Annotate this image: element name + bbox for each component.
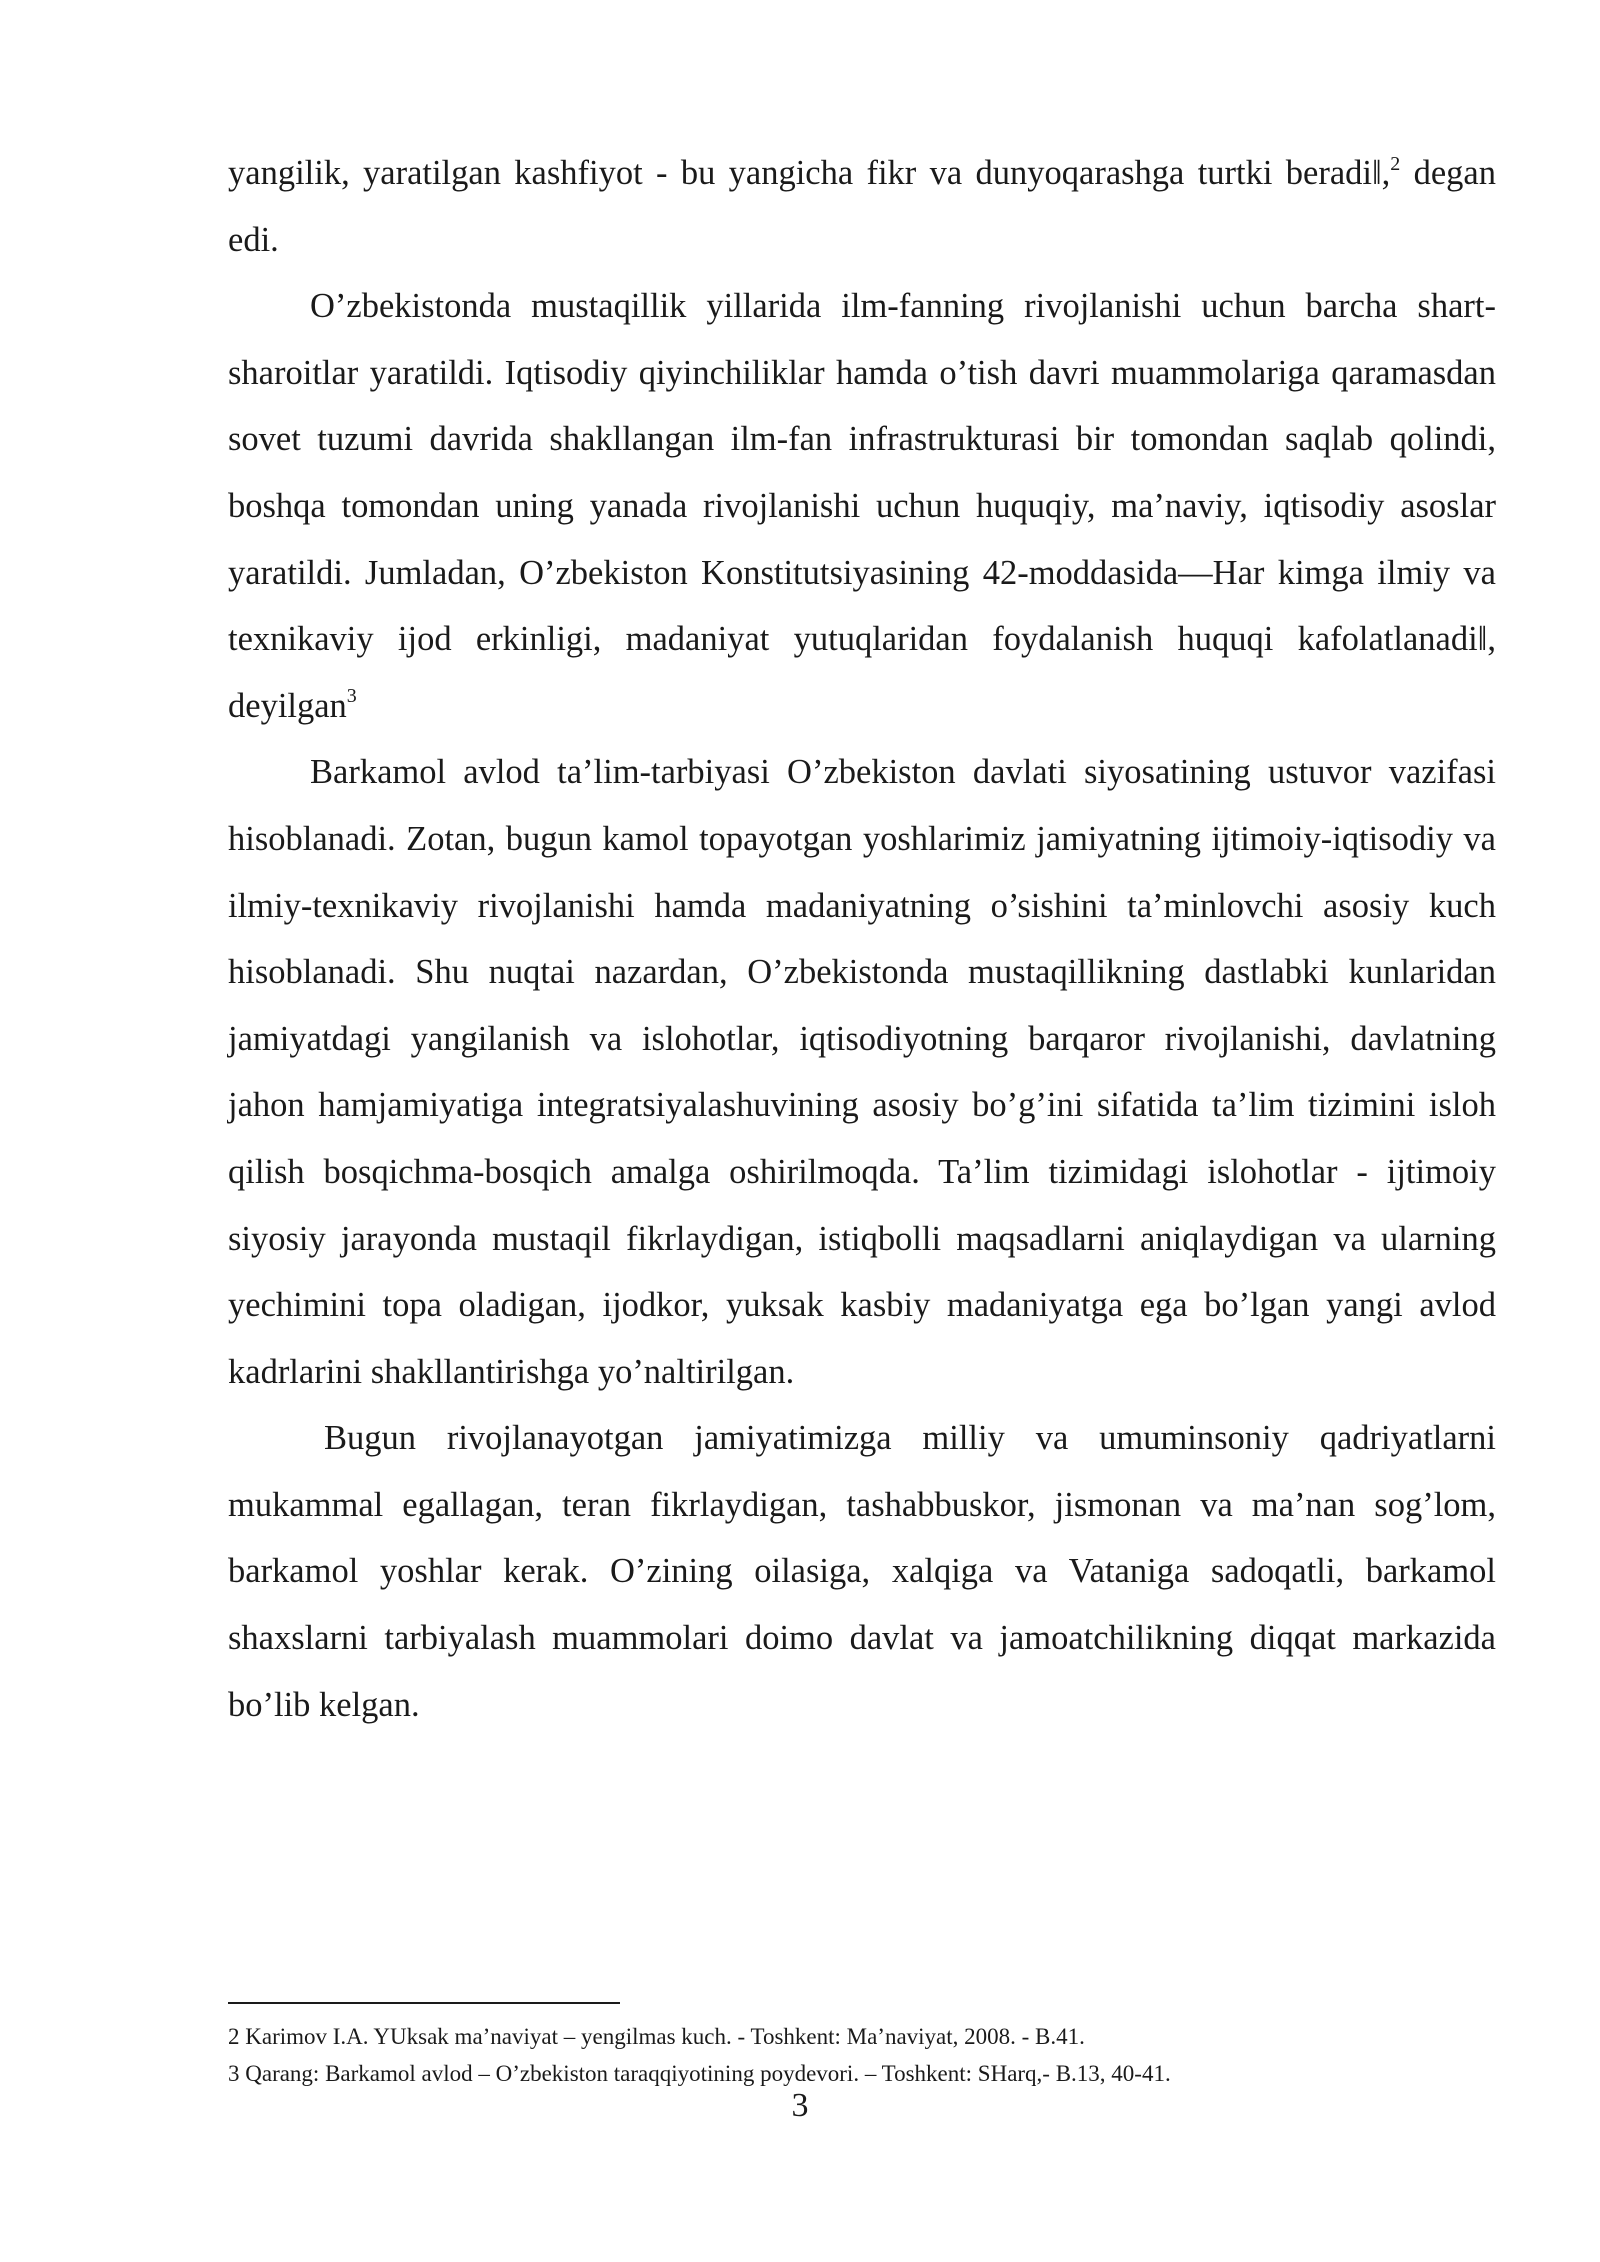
paragraph-4 [228,1405,1496,1738]
paragraph-4-text: Bugun rivojlanayotgan jamiyatimizga milliy va umuminsoniy qadriyatlarni mukammal egallagan, teran fikrlaydigan, tashabbuskor, jismonan va ma’nan sog’lom, barkamol yoshlar kerak. O’zining oilasiga, xalqiga va Vataniga sadoqatli, barkamol shaxslarni tarbiyalash muammolari doimo davlat va jamoatchilikning diqqat markazida bo’lib kelgan. [228,1419,1496,1724]
page-number: 3 [791,2087,809,2124]
footnote-ref-2[interactable]: 2 [1390,152,1401,175]
paragraph-3 [228,739,1496,1405]
paragraph-2-text: O’zbekistonda mustaqillik yillarida ilm-fanning rivojlanishi uchun barcha shart-sharoitlar yaratildi. Iqtisodiy qiyinchiliklar hamda o’tish davri muammolariga qaramasdan sovet tuzumi davrida shakllangan ilm-fan infrastrukturasi bir tomondan saqlab qolindi, boshqa tomondan uning yanada rivojlanishi uchun huquqiy, ma’naviy, iqtisodiy asoslar yaratildi. Jumladan, O’zbekiston Konstitutsiyasining 42-moddasida―Har kimga ilmiy va texnikaviy ijod erkinligi, madaniyat yutuqlaridan foydalanish huquqi kafolatlanadi‖, deyilgan [228,287,1496,725]
paragraph-1-text: yangilik, yaratilgan kashfiyot - bu yangicha fikr va dunyoqarashga turtki beradi‖, [228,154,1391,192]
footnote-2: 2 Karimov I.A. YUksak ma’naviyat – yengilmas kuch. - Toshkent: Ma’naviyat, 2008. - B.41. [228,2024,1085,2049]
paragraph-1-continuation: degan edi. [228,154,1496,259]
footnote-ref-3[interactable]: 3 [346,685,357,708]
body-text [228,140,1496,1738]
footnote-separator [228,2002,620,2004]
paragraph-2 [228,273,1496,739]
paragraph-3-text: Barkamol avlod ta’lim-tarbiyasi O’zbekiston davlati siyosatining ustuvor vazifasi hisoblanadi. Zotan, bugun kamol topayotgan yoshlarimiz jamiyatning ijtimoiy-iqtisodiy va ilmiy-texnikaviy rivojlanishi hamda madaniyatning o’sishini ta’minlovchi asosiy kuch hisoblanadi. Shu nuqtai nazardan, O’zbekistonda mustaqillikning dastlabki kunlaridan jamiyatdagi yangilanish va islohotlar, iqtisodiyotning barqaror rivojlanishi, davlatning jahon hamjamiyatiga integratsiyalashuvining asosiy bo’g’ini sifatida ta’lim tizimini isloh qilish bosqichma-bosqich amalga oshirilmoqda. Ta’lim tizimidagi islohotlar - ijtimoiy siyosiy jarayonda mustaqil fikrlaydigan, istiqbolli maqsadlarni aniqlaydigan va ularning yechimini topa oladigan, ijodkor, yuksak kasbiy madaniyatga ega bo’lgan yangi avlod kadrlarini shakllantirishga yo’naltirilgan. [228,753,1496,1391]
footnote-3: 3 Qarang: Barkamol avlod – O’zbekiston taraqqiyotining poydevori. – Toshkent: SHarq,- B.13, 40-41. [228,2061,1171,2086]
paragraph-1 [228,140,1496,273]
footnotes [228,2018,1496,2092]
